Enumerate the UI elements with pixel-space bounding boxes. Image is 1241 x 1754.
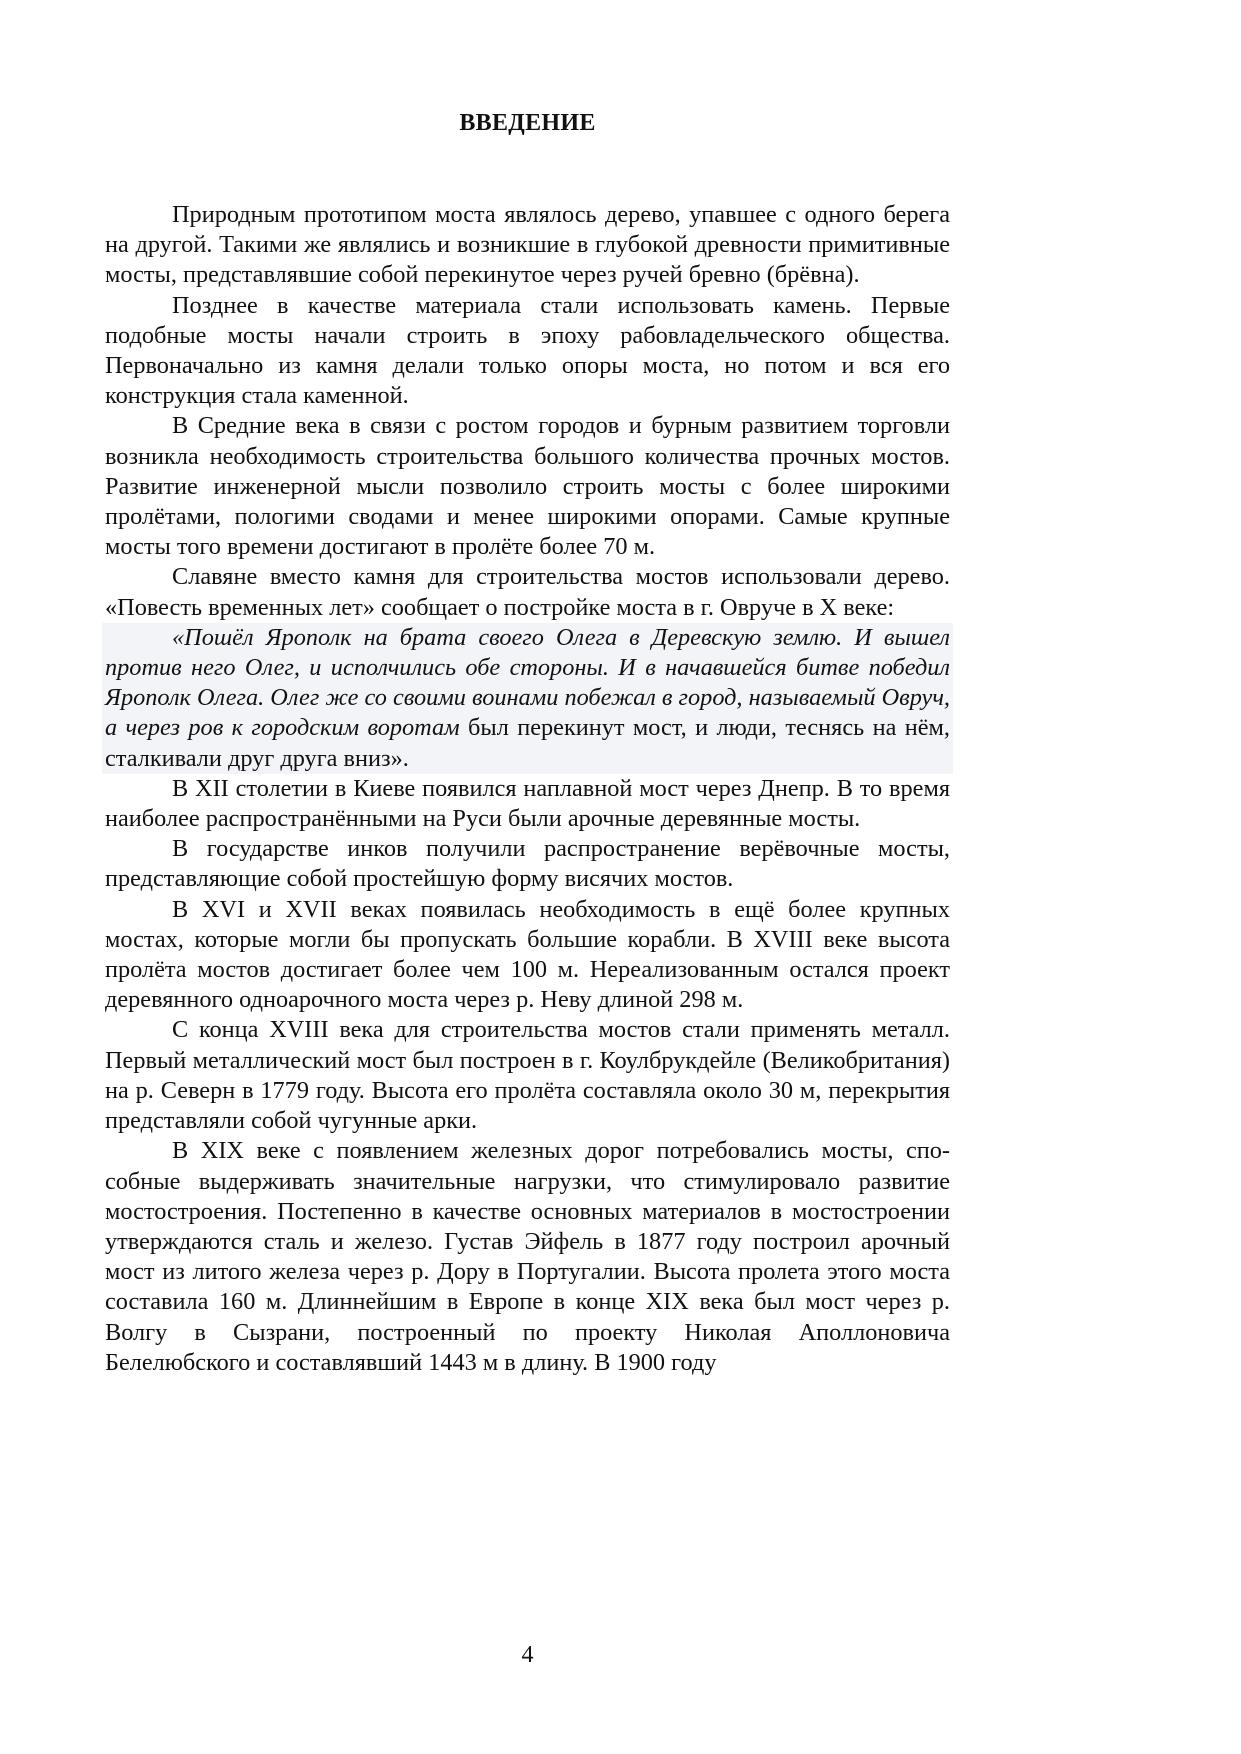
paragraph-metal-bridges: С конца XVIII века для строительства мостов стали применять металл. Первый металлический мост был построен в г. Коулбрукдейле (Великобритания) на р. Северн в 1779 году. Высота его пролёта составляла около 30 м, перекрытия представляли собой чугунные арки.	[105, 1016, 950, 1135]
paragraph-natural-prototype: Природным прототипом моста являлось дерево, упавшее с одного берега на другой. Такими же являлись и возникшие в глубокой древности примитивные мосты, представлявшие собой перекинутое через ручей бревно (брёвна).	[105, 201, 950, 289]
paragraph-middle-ages: В Средние века в связи с ростом городов и бурным развитием торговли возникла необходимость строительства большого количества прочных мостов. Развитие инженерной мысли позволило строить мосты с более широкими пролётами, пологими сводами и менее широкими опорами. Самые крупные мосты того времени достигают в пролёте более 70 м.	[105, 412, 950, 561]
paragraph-19-century: В XIX веке с появлением железных дорог потребовались мосты, способные выдерживать значительные нагрузки, что стимулировало развитие мостостроения. Постепенно в качестве основных материалов в мостостроении утверждаются сталь и железо. Густав Эйфель в 1877 году построил арочный мост из литого железа через р. Дору в Португалии. Высота пролета этого моста составила 160 м. Длиннейшим в Европе в конце XIX века был мост через р. Волгу в Сызрани, построенный по проекту Николая Аполлоновича Белелюбского и составлявший 1443 м в длину. В 1900 году	[105, 1137, 950, 1376]
page-title: ВВЕДЕНИЕ	[459, 110, 596, 136]
chronicle-quote	[102, 623, 953, 774]
paragraph-slavs-wood: Славяне вместо камня для строительства мостов использовали дерево. «Повесть временных лет» сообщает о постройке моста в г. Овруче в X веке:	[105, 563, 950, 621]
quote-italic-text: «Пошёл Ярополк на брата своего Олега в Деревскую землю. И вышел против него Олег, и исполчились обе стороны. И в начавшейся битве победил Ярополк Олега. Олег же со своими воинами побежал в город, называемый Овруч, а через ров к городским воротам	[105, 623, 950, 742]
paragraph-stone-bridges: Позднее в качестве материала стали использовать камень. Первые подобные мосты начали строить в эпоху рабовладельческого общества. Первоначально из камня делали только опоры моста, но потом и вся его конструкция стала каменной.	[105, 291, 950, 410]
body-text	[105, 200, 950, 1378]
paragraph-inca-bridges: В государстве инков получили распространение верёвочные мосты, представляющие собой простейшую форму висячих мостов.	[105, 835, 950, 893]
page-number: 4	[521, 1642, 534, 1668]
paragraph-kiev-bridge: В XII столетии в Киеве появился наплавной мост через Днепр. В то время наиболее распространёнными на Руси были арочные деревянные мосты.	[105, 774, 950, 833]
paragraph-16-17-centuries: В XVI и XVII веках появилась необходимость в ещё более крупных мостах, которые могли бы пропускать большие корабли. В XVIII веке высота пролёта мостов достигает более чем 100 м. Нереализованным остался проект деревянного одноарочного моста через р. Неву длиной 298 м.	[105, 895, 950, 1014]
quote-regular-text: был перекинут мост, и люди, теснясь на нём, сталкивали друг друга вниз».	[105, 714, 950, 772]
